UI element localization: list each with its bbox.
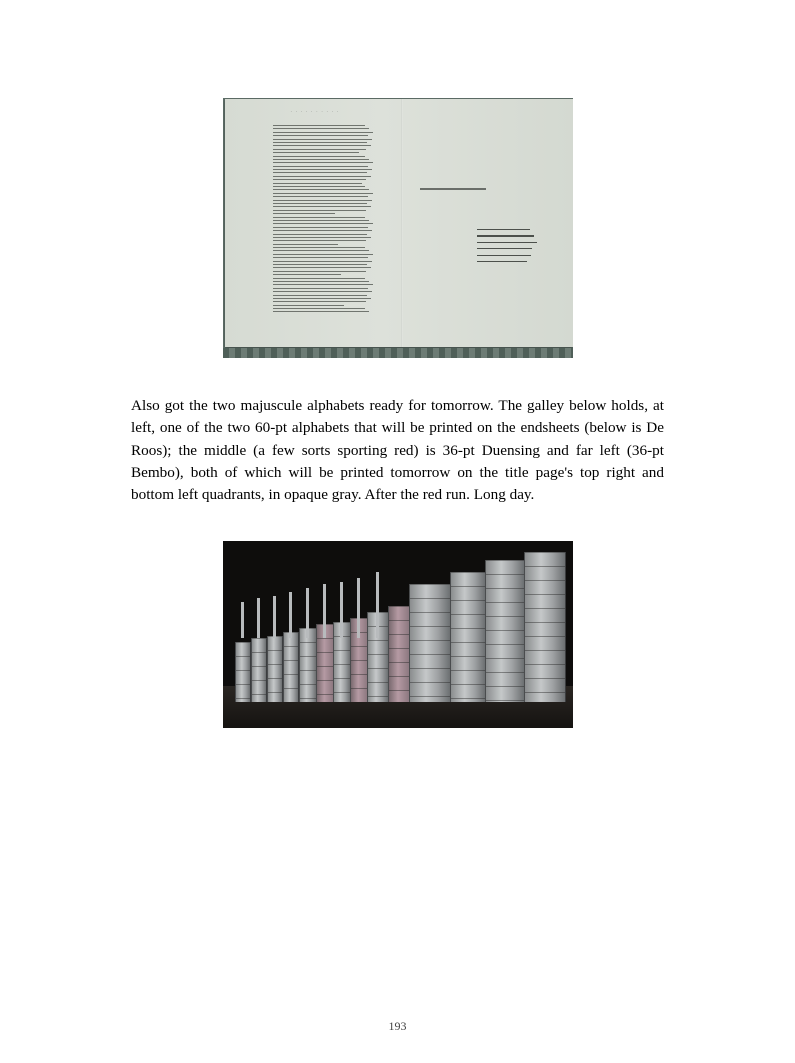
table-surface — [223, 348, 573, 358]
type-column — [283, 632, 299, 702]
type-column — [409, 584, 451, 702]
brass-rule — [340, 582, 343, 638]
text-column — [273, 125, 373, 315]
brass-rule — [257, 598, 260, 638]
sheet-running-head: · · · · · · · · · · — [290, 109, 340, 114]
brass-rule — [289, 592, 292, 638]
type-column — [299, 628, 317, 702]
type-column — [450, 572, 486, 702]
brass-rule — [357, 578, 360, 638]
paper-sheet — [225, 99, 573, 347]
brass-rule — [376, 572, 379, 638]
type-column — [524, 552, 566, 702]
body-paragraph: Also got the two majuscule alphabets ready for tomorrow. The galley below holds, at left, one of the two 60-pt alphabets that will be printed on the endsheets (below is De Roos); the middle (a few sorts sporting red) is 36-pt Duensing and far left (36-pt Bembo), both of which will be printed tomorrow on the title page's top right and bottom left quadrants, in opaque gray. After the red run. Long day. — [131, 397, 664, 504]
type-column — [267, 636, 283, 702]
colophon-block — [477, 229, 537, 267]
type-column — [251, 638, 267, 702]
type-column — [388, 606, 410, 702]
brass-rule — [241, 602, 244, 638]
brass-rule — [323, 584, 326, 638]
printed-sheet-photo — [223, 98, 573, 358]
type-galley-photo — [223, 541, 573, 728]
brass-rule — [306, 588, 309, 638]
page-number: 193 — [388, 1019, 407, 1033]
brass-rule — [273, 596, 276, 638]
type-column — [235, 642, 251, 702]
type-column — [485, 560, 525, 702]
title-line — [420, 188, 486, 190]
